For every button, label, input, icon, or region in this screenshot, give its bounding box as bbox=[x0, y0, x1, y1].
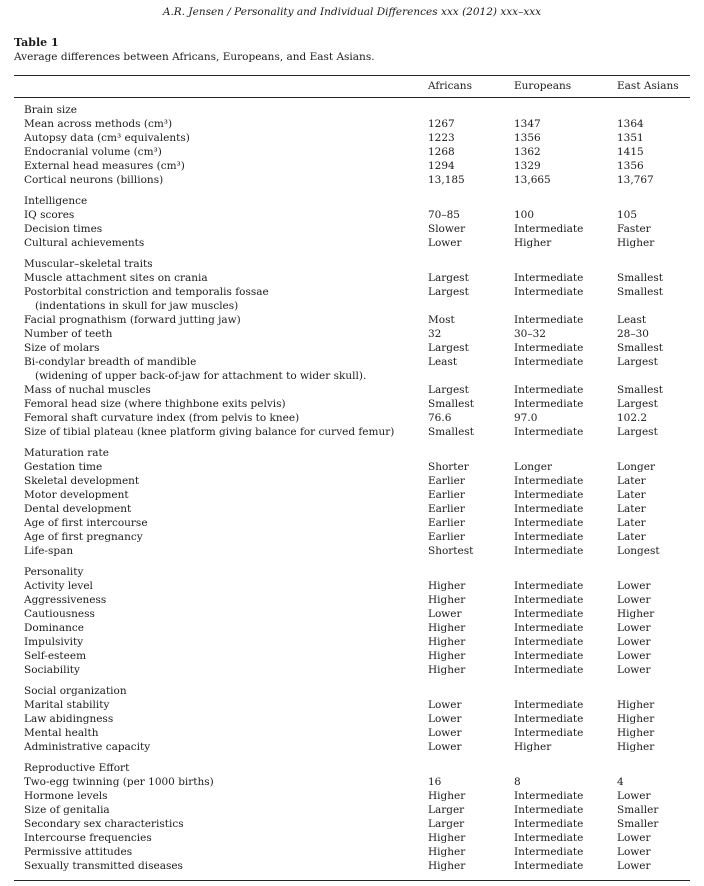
cell-value: Intermediate bbox=[514, 426, 584, 438]
table-row bbox=[14, 740, 690, 754]
row-label: Administrative capacity bbox=[24, 741, 151, 753]
cell-value: Higher bbox=[428, 846, 466, 858]
table-row bbox=[14, 460, 690, 474]
cell-value: Intermediate bbox=[514, 356, 584, 368]
cell-value: Lower bbox=[428, 741, 462, 753]
cell-value: 1267 bbox=[428, 118, 455, 130]
cell-value: Lower bbox=[428, 699, 462, 711]
cell-value: Lower bbox=[617, 636, 651, 648]
cell-value: Higher bbox=[617, 713, 655, 725]
section-header-row bbox=[14, 446, 690, 460]
section-title: Reproductive Effort bbox=[24, 762, 130, 774]
table-row bbox=[14, 789, 690, 803]
table-row bbox=[14, 530, 690, 544]
table-row bbox=[14, 712, 690, 726]
cell-value: Intermediate bbox=[514, 342, 584, 354]
cell-value: Lower bbox=[617, 846, 651, 858]
cell-value: Lower bbox=[428, 237, 462, 249]
cell-value: Intermediate bbox=[514, 286, 584, 298]
table-row bbox=[14, 285, 690, 299]
cell-value: 1223 bbox=[428, 132, 455, 144]
cell-value: Lower bbox=[428, 713, 462, 725]
table-row bbox=[14, 474, 690, 488]
row-label: Muscle attachment sites on crania bbox=[24, 272, 208, 284]
table-section bbox=[14, 684, 690, 754]
cell-value: Smaller bbox=[617, 818, 659, 830]
cell-value: Largest bbox=[428, 272, 469, 284]
cell-value: 97.0 bbox=[514, 412, 538, 424]
table-row bbox=[14, 131, 690, 145]
section-title: Muscular–skeletal traits bbox=[24, 258, 153, 270]
cell-value: 1364 bbox=[617, 118, 644, 130]
cell-value: Earlier bbox=[428, 475, 465, 487]
cell-value: 1268 bbox=[428, 146, 455, 158]
cell-value: 1294 bbox=[428, 160, 455, 172]
row-label: Sociability bbox=[24, 664, 80, 676]
table-row bbox=[14, 411, 690, 425]
column-header-east-asians: East Asians bbox=[617, 80, 679, 92]
row-label: Impulsivity bbox=[24, 636, 84, 648]
table-row bbox=[14, 516, 690, 530]
cell-value: Lower bbox=[617, 860, 651, 872]
cell-value: 1356 bbox=[514, 132, 541, 144]
row-label: Aggressiveness bbox=[24, 594, 107, 606]
section-header-row bbox=[14, 194, 690, 208]
row-label: Mental health bbox=[24, 727, 99, 739]
cell-value: Largest bbox=[617, 398, 658, 410]
row-label: Two-egg twinning (per 1000 births) bbox=[24, 776, 214, 788]
cell-value: Lower bbox=[617, 790, 651, 802]
cell-value: Lower bbox=[428, 608, 462, 620]
cell-value: Intermediate bbox=[514, 713, 584, 725]
cell-value: Intermediate bbox=[514, 475, 584, 487]
cell-value: 30–32 bbox=[514, 328, 546, 340]
cell-value: Lower bbox=[617, 580, 651, 592]
row-label: Hormone levels bbox=[24, 790, 108, 802]
cell-value: Earlier bbox=[428, 489, 465, 501]
section-header-row bbox=[14, 103, 690, 117]
row-label: Activity level bbox=[24, 580, 93, 592]
cell-value: Later bbox=[617, 475, 646, 487]
row-label: Age of first pregnancy bbox=[24, 531, 143, 543]
table-row bbox=[14, 355, 690, 369]
cell-value: Intermediate bbox=[514, 846, 584, 858]
cell-value: 32 bbox=[428, 328, 442, 340]
table-1 bbox=[14, 75, 690, 881]
row-label: Decision times bbox=[24, 223, 103, 235]
table-row bbox=[14, 341, 690, 355]
cell-value: Largest bbox=[617, 356, 658, 368]
cell-value: Largest bbox=[617, 426, 658, 438]
row-label: Size of tibial plateau (knee platform giving balance for curved femur) bbox=[24, 426, 395, 438]
cell-value: Higher bbox=[617, 237, 655, 249]
row-label: (indentations in skull for jaw muscles) bbox=[35, 300, 239, 312]
cell-value: Intermediate bbox=[514, 398, 584, 410]
cell-value: Lower bbox=[617, 664, 651, 676]
table-row bbox=[14, 663, 690, 677]
table-row bbox=[14, 425, 690, 439]
cell-value: Intermediate bbox=[514, 622, 584, 634]
table-row bbox=[14, 173, 690, 187]
row-label: Cortical neurons (billions) bbox=[24, 174, 164, 186]
column-header-empty bbox=[14, 79, 428, 93]
cell-value: Higher bbox=[428, 664, 466, 676]
cell-value: Intermediate bbox=[514, 580, 584, 592]
cell-value: Higher bbox=[428, 636, 466, 648]
row-label: Law abidingness bbox=[24, 713, 114, 725]
cell-value: Smallest bbox=[617, 272, 663, 284]
cell-value: 1351 bbox=[617, 132, 644, 144]
cell-value: Lower bbox=[617, 650, 651, 662]
cell-value: 1415 bbox=[617, 146, 644, 158]
cell-value: 105 bbox=[617, 209, 638, 221]
row-label: Skeletal development bbox=[24, 475, 140, 487]
row-label: Dominance bbox=[24, 622, 84, 634]
cell-value: 1347 bbox=[514, 118, 541, 130]
cell-value: Intermediate bbox=[514, 650, 584, 662]
cell-value: Earlier bbox=[428, 517, 465, 529]
cell-value: Faster bbox=[617, 223, 651, 235]
section-title: Maturation rate bbox=[24, 447, 109, 459]
cell-value: Higher bbox=[428, 650, 466, 662]
row-label: Sexually transmitted diseases bbox=[24, 860, 183, 872]
cell-value: Largest bbox=[428, 342, 469, 354]
row-label: Facial prognathism (forward jutting jaw) bbox=[24, 314, 241, 326]
cell-value: Smallest bbox=[617, 286, 663, 298]
cell-value: Higher bbox=[617, 699, 655, 711]
cell-value: Earlier bbox=[428, 503, 465, 515]
row-label: Endocranial volume (cm³) bbox=[24, 146, 162, 158]
column-header-africans: Africans bbox=[428, 80, 472, 92]
table-row bbox=[14, 159, 690, 173]
table-row bbox=[14, 208, 690, 222]
cell-value: Later bbox=[617, 517, 646, 529]
table-section bbox=[14, 761, 690, 873]
row-label: Cautiousness bbox=[24, 608, 95, 620]
table-row bbox=[14, 145, 690, 159]
cell-value: Intermediate bbox=[514, 804, 584, 816]
table-section bbox=[14, 257, 690, 439]
cell-value: 13,767 bbox=[617, 174, 654, 186]
cell-value: 1356 bbox=[617, 160, 644, 172]
row-label: Postorbital constriction and temporalis fossae bbox=[24, 286, 269, 298]
cell-value: Largest bbox=[428, 286, 469, 298]
section-header-row bbox=[14, 565, 690, 579]
section-header-row bbox=[14, 761, 690, 775]
cell-value: Smallest bbox=[428, 398, 474, 410]
table-row bbox=[14, 544, 690, 558]
cell-value: Intermediate bbox=[514, 727, 584, 739]
cell-value: Smaller bbox=[617, 804, 659, 816]
cell-value: Lower bbox=[617, 594, 651, 606]
table-row bbox=[14, 649, 690, 663]
row-label: Mass of nuchal muscles bbox=[24, 384, 151, 396]
cell-value: Smallest bbox=[617, 384, 663, 396]
cell-value: Intermediate bbox=[514, 517, 584, 529]
table-section bbox=[14, 194, 690, 250]
row-label: (widening of upper back-of-jaw for attachment to wider skull). bbox=[35, 370, 367, 382]
cell-value: 4 bbox=[617, 776, 624, 788]
table-row bbox=[14, 698, 690, 712]
cell-value: Higher bbox=[428, 790, 466, 802]
journal-running-head: A.R. Jensen / Personality and Individual Differences xxx (2012) xxx–xxx bbox=[162, 6, 542, 18]
table-row bbox=[14, 579, 690, 593]
cell-value: Later bbox=[617, 503, 646, 515]
cell-value: Intermediate bbox=[514, 314, 584, 326]
cell-value: Smallest bbox=[617, 342, 663, 354]
row-label: Mean across methods (cm³) bbox=[24, 118, 173, 130]
row-label: Life-span bbox=[24, 545, 74, 557]
cell-value: Lower bbox=[617, 832, 651, 844]
section-header-row bbox=[14, 257, 690, 271]
row-label: Size of genitalia bbox=[24, 804, 110, 816]
section-title: Social organization bbox=[24, 685, 127, 697]
cell-value: Intermediate bbox=[514, 636, 584, 648]
row-label: Permissive attitudes bbox=[24, 846, 133, 858]
cell-value: Smallest bbox=[428, 426, 474, 438]
cell-value: Lower bbox=[428, 727, 462, 739]
section-title: Personality bbox=[24, 566, 84, 578]
cell-value: Larger bbox=[428, 804, 465, 816]
table-row bbox=[14, 222, 690, 236]
table-row bbox=[14, 845, 690, 859]
table-section bbox=[14, 565, 690, 677]
table-row bbox=[14, 327, 690, 341]
cell-value: 16 bbox=[428, 776, 442, 788]
row-label: Cultural achievements bbox=[24, 237, 145, 249]
cell-value: Intermediate bbox=[514, 545, 584, 557]
table-row bbox=[14, 383, 690, 397]
cell-value: Higher bbox=[514, 237, 552, 249]
row-label: Autopsy data (cm³ equivalents) bbox=[24, 132, 190, 144]
cell-value: Intermediate bbox=[514, 594, 584, 606]
table-row bbox=[14, 271, 690, 285]
section-title: Brain size bbox=[24, 104, 77, 116]
cell-value: 70–85 bbox=[428, 209, 460, 221]
table-section bbox=[14, 103, 690, 187]
cell-value: Intermediate bbox=[514, 503, 584, 515]
row-label: Intercourse frequencies bbox=[24, 832, 152, 844]
table-row bbox=[14, 635, 690, 649]
table-row bbox=[14, 775, 690, 789]
column-header-europeans: Europeans bbox=[514, 80, 572, 92]
cell-value: 13,665 bbox=[514, 174, 551, 186]
cell-value: Intermediate bbox=[514, 489, 584, 501]
cell-value: Later bbox=[617, 489, 646, 501]
cell-value: Intermediate bbox=[514, 608, 584, 620]
cell-value: 13,185 bbox=[428, 174, 465, 186]
table-row bbox=[14, 621, 690, 635]
cell-value: Higher bbox=[428, 594, 466, 606]
table-row bbox=[14, 488, 690, 502]
cell-value: Longest bbox=[617, 545, 660, 557]
row-label: Number of teeth bbox=[24, 328, 113, 340]
cell-value: Largest bbox=[428, 384, 469, 396]
table-row bbox=[14, 593, 690, 607]
cell-value: Slower bbox=[428, 223, 466, 235]
cell-value: Intermediate bbox=[514, 223, 584, 235]
table-caption: Average differences between Africans, Europeans, and East Asians. bbox=[14, 51, 375, 63]
table-row bbox=[14, 299, 690, 313]
row-label: IQ scores bbox=[24, 209, 75, 221]
cell-value: Higher bbox=[428, 832, 466, 844]
cell-value: Higher bbox=[428, 860, 466, 872]
cell-value: Intermediate bbox=[514, 384, 584, 396]
row-label: Bi-condylar breadth of mandible bbox=[24, 356, 197, 368]
row-label: Secondary sex characteristics bbox=[24, 818, 184, 830]
cell-value: Longer bbox=[617, 461, 656, 473]
cell-value: 1362 bbox=[514, 146, 541, 158]
table-row bbox=[14, 817, 690, 831]
table-row bbox=[14, 726, 690, 740]
row-label: Gestation time bbox=[24, 461, 103, 473]
cell-value: Intermediate bbox=[514, 664, 584, 676]
row-label: Dental development bbox=[24, 503, 132, 515]
cell-value: Intermediate bbox=[514, 272, 584, 284]
cell-value: 100 bbox=[514, 209, 535, 221]
table-row bbox=[14, 236, 690, 250]
row-label: Motor development bbox=[24, 489, 129, 501]
table-body bbox=[14, 98, 690, 880]
row-label: Self-esteem bbox=[24, 650, 87, 662]
cell-value: Higher bbox=[428, 622, 466, 634]
cell-value: 28–30 bbox=[617, 328, 649, 340]
table-section bbox=[14, 446, 690, 558]
cell-value: 8 bbox=[514, 776, 521, 788]
row-label: External head measures (cm³) bbox=[24, 160, 185, 172]
table-row bbox=[14, 831, 690, 845]
row-label: Femoral shaft curvature index (from pelvis to knee) bbox=[24, 412, 300, 424]
cell-value: Higher bbox=[617, 741, 655, 753]
cell-value: Higher bbox=[617, 608, 655, 620]
cell-value: Higher bbox=[617, 727, 655, 739]
cell-value: 102.2 bbox=[617, 412, 648, 424]
table-row bbox=[14, 369, 690, 383]
table-row bbox=[14, 803, 690, 817]
table-row bbox=[14, 397, 690, 411]
cell-value: Intermediate bbox=[514, 790, 584, 802]
row-label: Femoral head size (where thighbone exits pelvis) bbox=[24, 398, 286, 410]
table-label: Table 1 bbox=[14, 36, 59, 49]
cell-value: Higher bbox=[428, 580, 466, 592]
row-label: Marital stability bbox=[24, 699, 110, 711]
table-row bbox=[14, 607, 690, 621]
cell-value: 76.6 bbox=[428, 412, 452, 424]
cell-value: Intermediate bbox=[514, 531, 584, 543]
cell-value: Intermediate bbox=[514, 832, 584, 844]
cell-value: Longer bbox=[514, 461, 553, 473]
section-header-row bbox=[14, 684, 690, 698]
cell-value: Intermediate bbox=[514, 860, 584, 872]
table-header-row bbox=[14, 76, 690, 98]
row-label: Size of molars bbox=[24, 342, 100, 354]
cell-value: Lower bbox=[617, 622, 651, 634]
cell-value: Larger bbox=[428, 818, 465, 830]
cell-value: Higher bbox=[514, 741, 552, 753]
cell-value: Shorter bbox=[428, 461, 469, 473]
cell-value: Least bbox=[428, 356, 458, 368]
cell-value: Later bbox=[617, 531, 646, 543]
cell-value: Shortest bbox=[428, 545, 474, 557]
table-row bbox=[14, 859, 690, 873]
row-label: Age of first intercourse bbox=[24, 517, 148, 529]
table-row bbox=[14, 313, 690, 327]
cell-value: Intermediate bbox=[514, 818, 584, 830]
cell-value: Most bbox=[428, 314, 455, 326]
table-row bbox=[14, 117, 690, 131]
cell-value: 1329 bbox=[514, 160, 541, 172]
cell-value: Intermediate bbox=[514, 699, 584, 711]
cell-value: Least bbox=[617, 314, 647, 326]
table-row bbox=[14, 502, 690, 516]
section-title: Intelligence bbox=[24, 195, 88, 207]
cell-value: Earlier bbox=[428, 531, 465, 543]
